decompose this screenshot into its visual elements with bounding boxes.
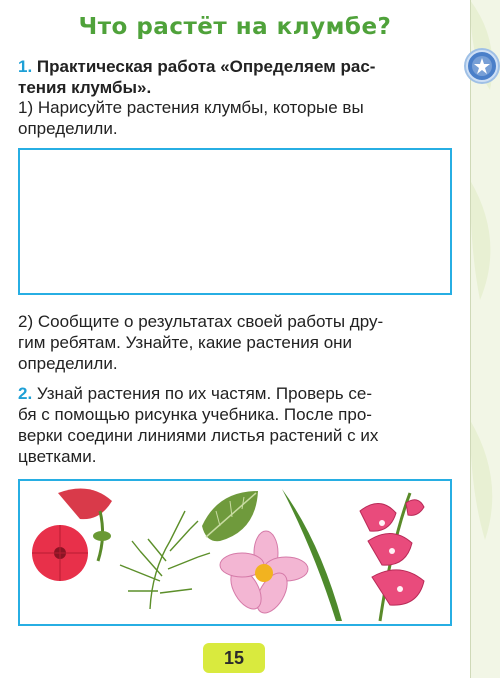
task2-instructions — [18, 383, 454, 467]
grass-blade-icon[interactable] — [282, 489, 342, 621]
drawing-area[interactable] — [18, 148, 452, 295]
plant-parts-panel — [18, 479, 452, 626]
task1-sub2-line3: определили. — [18, 354, 118, 373]
task1-heading-line2: тения клумбы». — [18, 78, 152, 97]
task2-line1: Узнай растения по их частям. Проверь се- — [36, 384, 373, 403]
cosmos-flower-icon[interactable] — [220, 531, 308, 618]
task1-heading — [18, 56, 454, 98]
task1-instruction-2 — [18, 311, 454, 374]
task1-sub2-line1: 2) Сообщите о результатах своей работы дру- — [18, 312, 384, 331]
green-leaf-icon[interactable] — [202, 491, 258, 541]
task2-line2: бя с помощью рисунка учебника. После про- — [18, 405, 372, 424]
task2-line4: цветками. — [18, 447, 97, 466]
task1-sub2-line2: гим ребятам. Узнайте, какие растения они — [18, 333, 353, 352]
task2-line3: верки соедини линиями листья растений с их — [18, 426, 379, 445]
task1-heading-line1: Практическая работа «Определяем рас- — [36, 57, 376, 76]
page-number: 15 — [203, 643, 265, 673]
gladiolus-flower-icon[interactable] — [360, 493, 424, 621]
task1-instruction-1 — [18, 97, 454, 139]
dill-leaf-icon[interactable] — [120, 511, 210, 609]
plant-parts-illustration — [20, 481, 450, 624]
page-title: Что растёт на клумбе? — [78, 14, 392, 40]
petunia-flower-icon[interactable] — [32, 489, 112, 582]
star-badge-icon — [466, 50, 498, 82]
task1-number: 1. — [18, 57, 33, 76]
task1-sub1-line2: определили. — [18, 119, 118, 138]
task1-sub1-line1: 1) Нарисуйте растения клумбы, которые вы — [18, 98, 364, 117]
task2-number: 2. — [18, 384, 33, 403]
